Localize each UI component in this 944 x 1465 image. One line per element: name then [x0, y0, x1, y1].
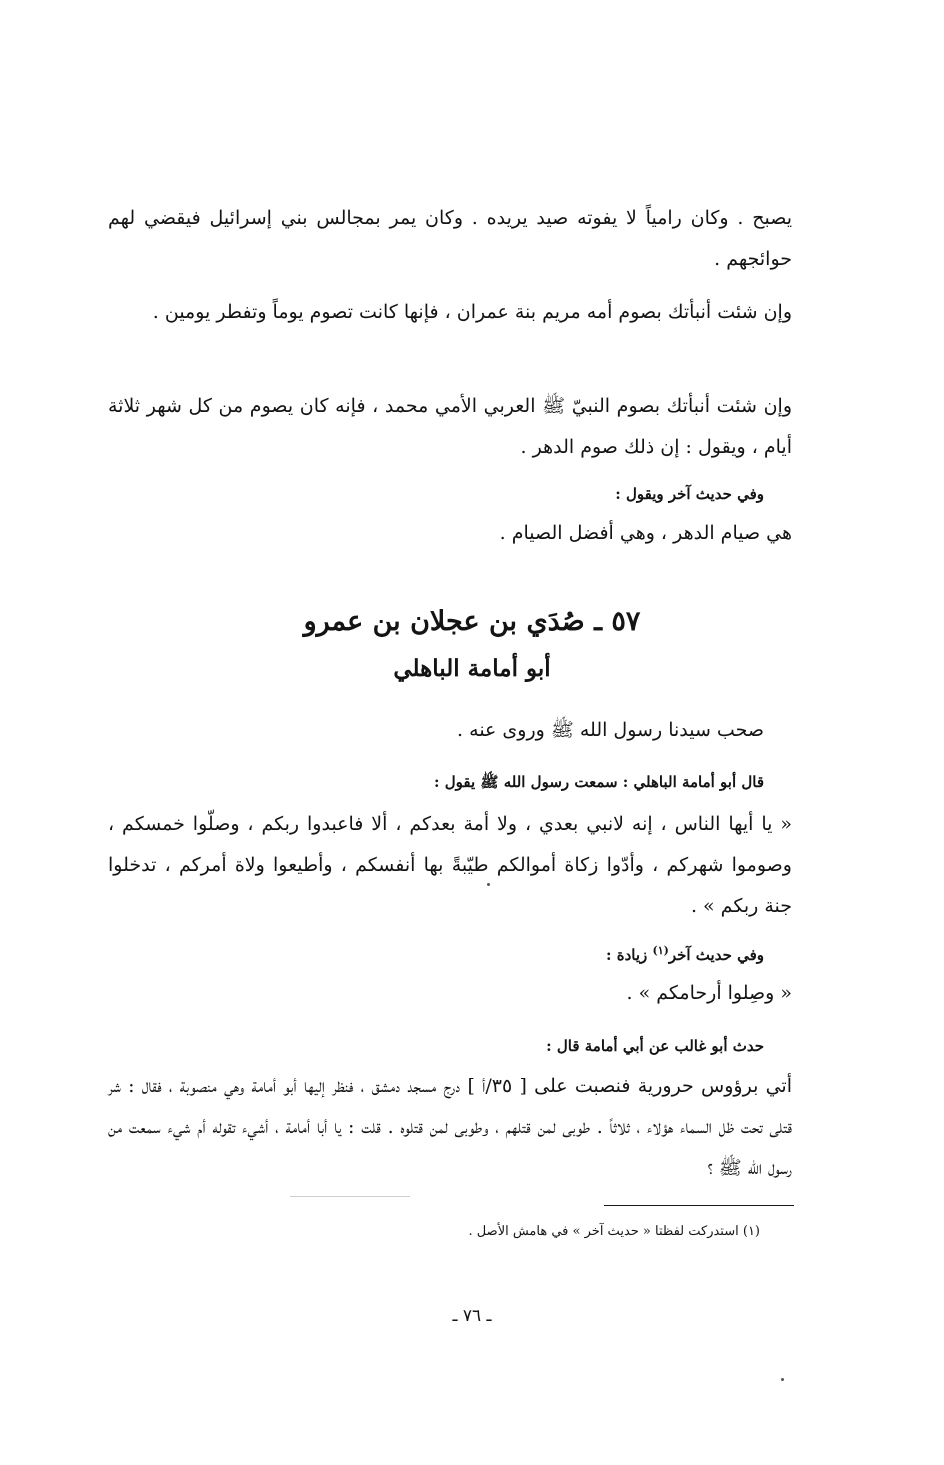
ghalib-intro: حدث أبو غالب عن أبي أمامة قال : — [546, 1037, 764, 1055]
paragraph-yahya: يصبح . وكان رامياً لا يفوته صيد يريده . وكان يمر بمجالس بني إسرائيل فيقضي لهم حوائجهم . — [108, 207, 792, 270]
section-title: ٥٧ ـ صُدَي بن عجلان بن عمرو — [303, 606, 641, 637]
ghalib-text: أتي برؤوس حرورية فنصبت على [ ٣٥/أ ] درج مسجد دمشق ، فنظر إليها أبو أمامة وهي منصوبة ، فقال : شر قتلى تحت ظل السماء هؤلاء ، ثلاثاً . طوبى لمن قتلهم ، وطوبى لمن قتلوه . قلت : يا أبا أمامة ، أشيء تقوله أم شيء سمعت من رسول الله ﷺ ؟ — [108, 1075, 793, 1179]
page-number: ـ ٧٦ ـ — [452, 1306, 492, 1326]
paragraph-muhammad: وإن شئت أنبأتك بصوم النبيّ ﷺ العربي الأمي محمد ، فإنه كان يصوم من كل شهر ثلاثة أيام ، ويقول : إن ذلك صوم الدهر . — [108, 395, 792, 458]
scan-speck — [487, 883, 490, 886]
hadith-intro-1: وفي حديث آخر ويقول : — [615, 485, 764, 503]
extra-intro-line — [606, 944, 764, 964]
extra-intro: وفي حديث آخر — [668, 946, 764, 964]
section-subtitle: أبو أمامة الباهلي — [393, 655, 551, 682]
paragraph-maryam: وإن شئت أنبأتك بصوم أمه مريم بنة عمران ، فإنها كانت تصوم يوماً وتفطر يومين . — [152, 301, 792, 323]
footnote-text: (١) استدركت لفظتا « حديث آخر » في هامش الأصل . — [468, 1224, 760, 1239]
companion-line: صحب سيدنا رسول الله ﷺ وروى عنه . — [457, 719, 764, 741]
sermon-text: « يا أيها الناس ، إنه لانبي بعدي ، ولا أمة بعدكم ، ألا فاعبدوا ربكم ، وصلّوا خمسكم ، وصوموا شهركم ، وأدّوا زكاة أموالكم طيّبةً بها أنفسكم ، وأطيعوا ولاة أمركم ، تدخلوا جنة ربكم » . — [108, 813, 792, 917]
scan-speck — [781, 1378, 784, 1381]
narration-intro: قال أبو أمامة الباهلي : سمعت رسول الله ﷺ يقول : — [433, 773, 764, 791]
extra-suffix: زيادة : — [605, 946, 648, 964]
extra-text: « وصِلوا أرحامكم » . — [626, 982, 792, 1004]
footnote-divider — [604, 1205, 794, 1206]
hadith-text-1: هي صيام الدهر ، وهي أفضل الصيام . — [499, 522, 792, 544]
footnote-marker[interactable]: (١) — [652, 944, 669, 957]
faint-divider — [290, 1196, 410, 1197]
